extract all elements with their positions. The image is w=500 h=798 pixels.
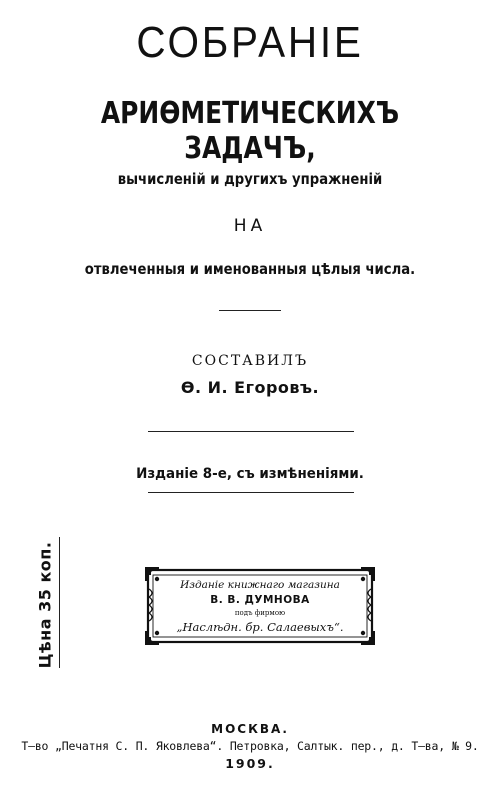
title-line-1: СОБРАНІЕ: [136, 18, 364, 67]
edition-note: Изданіе 8-е, съ измѣненіями.: [136, 466, 364, 482]
publisher-firm: „Наслѣдн. бр. Салаевыхъ“.: [176, 620, 344, 634]
price-rule: [59, 537, 60, 668]
compiled-by-label: СОСТАВИЛЪ: [191, 353, 309, 369]
publisher-name: В. В. ДУМНОВА: [210, 594, 310, 606]
subtitle-line-3: отвлеченныя и именованныя цѣлыя числа.: [84, 260, 416, 278]
imprint-city: МОСКВА.: [211, 722, 289, 736]
publisher-box: [145, 567, 375, 645]
subtitle-line-1: вычисленій и другихъ упражненій: [117, 170, 383, 188]
publisher-line-3: подъ фирмою: [234, 609, 286, 617]
divider-top: [148, 431, 354, 432]
divider-bottom: [148, 492, 354, 493]
imprint-printer: Т—во „Печатня С. П. Яковлева“. Петровка, Салтык. пер., д. Т—ва, № 9.: [21, 739, 479, 753]
imprint-year: 1909.: [225, 756, 275, 771]
author-name: Ѳ. И. Егоровъ.: [180, 378, 320, 397]
price-label: [28, 535, 62, 675]
publisher-line-1: Изданіе книжнаго магазина: [180, 579, 340, 591]
subtitle-line-2: НА: [233, 216, 267, 236]
price-text: Цѣна 35 коп.: [35, 541, 55, 669]
divider-short: [219, 310, 281, 311]
title-line-2: АРИѲМЕТИЧЕСКИХЪ ЗАДАЧЪ,: [100, 96, 400, 166]
